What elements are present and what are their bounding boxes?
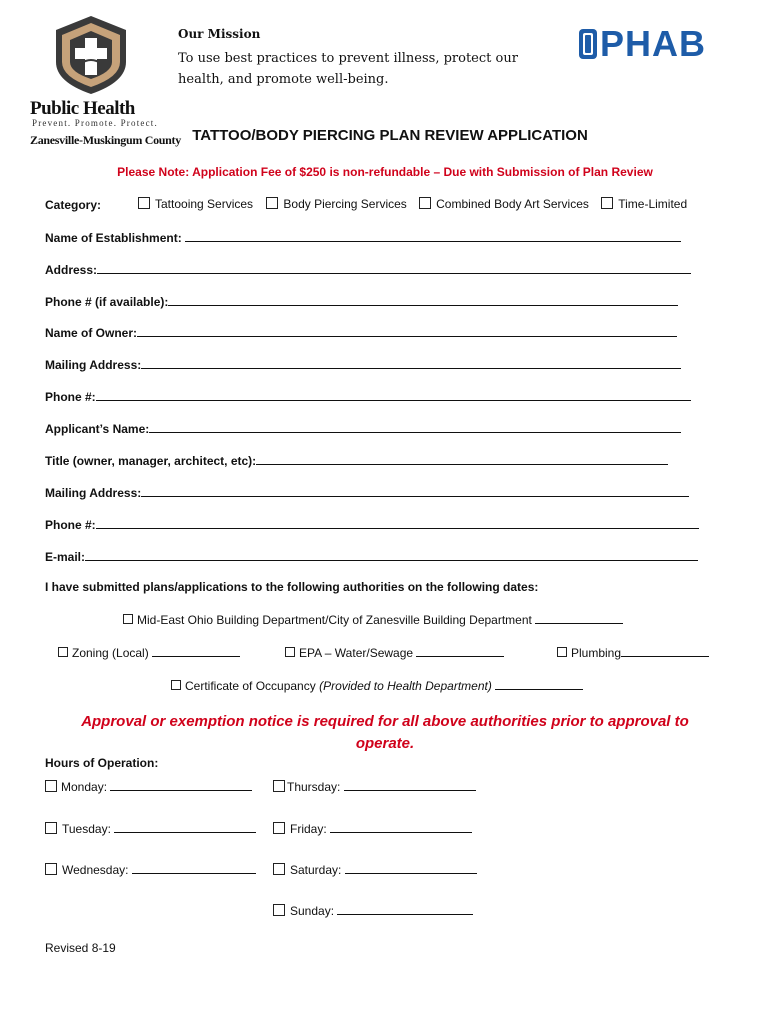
approval-warning: Approval or exemption notice is required for all above authorities prior to approval to operate. — [81, 713, 689, 752]
hours-thursday: Thursday: — [273, 779, 476, 794]
address-input[interactable] — [97, 262, 691, 274]
applicant-name-input[interactable] — [149, 421, 681, 433]
tuesday-hours-input[interactable] — [114, 821, 256, 833]
category-label: Category: — [45, 198, 102, 212]
establishment-name-input[interactable] — [185, 230, 681, 242]
hours-label: Hours of Operation: — [45, 756, 159, 770]
building-date-input[interactable] — [535, 612, 623, 624]
field-owner-name: Name of Owner: — [45, 325, 677, 340]
phone-if-available-input[interactable] — [168, 294, 678, 306]
tuesday-checkbox[interactable] — [45, 822, 57, 834]
owner-mailing-address-input[interactable] — [141, 357, 681, 369]
hours-sunday: Sunday: — [273, 903, 473, 918]
combined-body-art-label: Combined Body Art Services — [436, 197, 589, 211]
org-tagline: Prevent. Promote. Protect. — [32, 118, 158, 128]
hours-tuesday: Tuesday: — [45, 821, 256, 836]
sunday-checkbox[interactable] — [273, 904, 285, 916]
thursday-hours-input[interactable] — [344, 779, 476, 791]
field-phone-if-available: Phone # (if available): — [45, 294, 678, 309]
monday-hours-input[interactable] — [110, 779, 252, 791]
time-limited-checkbox[interactable] — [601, 197, 613, 209]
field-establishment-name: Name of Establishment: — [45, 230, 681, 245]
category-row — [45, 198, 101, 212]
hours-wednesday: Wednesday: — [45, 862, 256, 877]
wednesday-hours-input[interactable] — [132, 862, 256, 874]
combined-body-art-checkbox[interactable] — [419, 197, 431, 209]
hours-friday: Friday: — [273, 821, 472, 836]
sunday-hours-input[interactable] — [337, 903, 473, 915]
friday-checkbox[interactable] — [273, 822, 285, 834]
mission-text: To use best practices to prevent illness, protect our health, and promote well-being. — [178, 51, 518, 87]
saturday-hours-input[interactable] — [345, 862, 477, 874]
authority-occupancy: Certificate of Occupancy (Provided to Health Department) — [171, 678, 583, 693]
authority-plumbing: Plumbing — [557, 645, 709, 660]
owner-phone-input[interactable] — [96, 389, 691, 401]
org-name: Public Health — [30, 98, 135, 119]
field-address: Address: — [45, 262, 691, 277]
field-applicant-mailing-address: Mailing Address: — [45, 485, 689, 500]
occupancy-date-input[interactable] — [495, 678, 583, 690]
field-applicant-phone: Phone #: — [45, 517, 699, 532]
authority-zoning: Zoning (Local) — [58, 645, 240, 660]
owner-name-input[interactable] — [137, 325, 677, 337]
zoning-checkbox[interactable] — [58, 647, 68, 657]
monday-checkbox[interactable] — [45, 780, 57, 792]
plumbing-checkbox[interactable] — [557, 647, 567, 657]
friday-hours-input[interactable] — [330, 821, 472, 833]
field-owner-mailing-address: Mailing Address: — [45, 357, 681, 372]
mission-title: Our Mission — [178, 27, 261, 41]
tattooing-checkbox[interactable] — [138, 197, 150, 209]
applicant-phone-input[interactable] — [96, 517, 699, 529]
phab-logo: PHAB — [600, 23, 707, 64]
thursday-checkbox[interactable] — [273, 780, 285, 792]
field-applicant-name: Applicant’s Name: — [45, 421, 681, 436]
category-options — [138, 197, 687, 211]
body-piercing-label: Body Piercing Services — [283, 197, 407, 211]
hours-monday: Monday: — [45, 779, 252, 794]
epa-checkbox[interactable] — [285, 647, 295, 657]
field-owner-phone: Phone #: — [45, 389, 691, 404]
fee-note: Please Note: Application Fee of $250 is non-refundable – Due with Submission of Plan Review — [117, 165, 653, 179]
field-title: Title (owner, manager, architect, etc): — [45, 453, 668, 468]
phab-mark-icon — [578, 28, 598, 60]
authority-epa: EPA – Water/Sewage — [285, 645, 504, 660]
epa-date-input[interactable] — [416, 645, 504, 657]
saturday-checkbox[interactable] — [273, 863, 285, 875]
title-input[interactable] — [256, 453, 668, 465]
zoning-date-input[interactable] — [152, 645, 240, 657]
org-county: Zanesville-Muskingum County — [30, 133, 181, 147]
occupancy-checkbox[interactable] — [171, 680, 181, 690]
plumbing-date-input[interactable] — [621, 645, 709, 657]
revised-date: Revised 8-19 — [45, 941, 116, 955]
applicant-mailing-address-input[interactable] — [141, 485, 689, 497]
wednesday-checkbox[interactable] — [45, 863, 57, 875]
time-limited-label: Time-Limited — [618, 197, 688, 211]
email-input[interactable] — [85, 549, 698, 561]
body-piercing-checkbox[interactable] — [266, 197, 278, 209]
field-email: E-mail: — [45, 549, 698, 564]
form-title: TATTOO/BODY PIERCING PLAN REVIEW APPLICATION — [192, 127, 588, 144]
authorities-intro: I have submitted plans/applications to the following authorities on the following dates: — [45, 580, 539, 594]
building-checkbox[interactable] — [123, 614, 133, 624]
tattooing-label: Tattooing Services — [155, 197, 254, 211]
public-health-shield-logo — [50, 14, 132, 96]
hours-saturday: Saturday: — [273, 862, 477, 877]
authority-building: Mid-East Ohio Building Department/City of Zanesville Building Department — [123, 612, 623, 627]
